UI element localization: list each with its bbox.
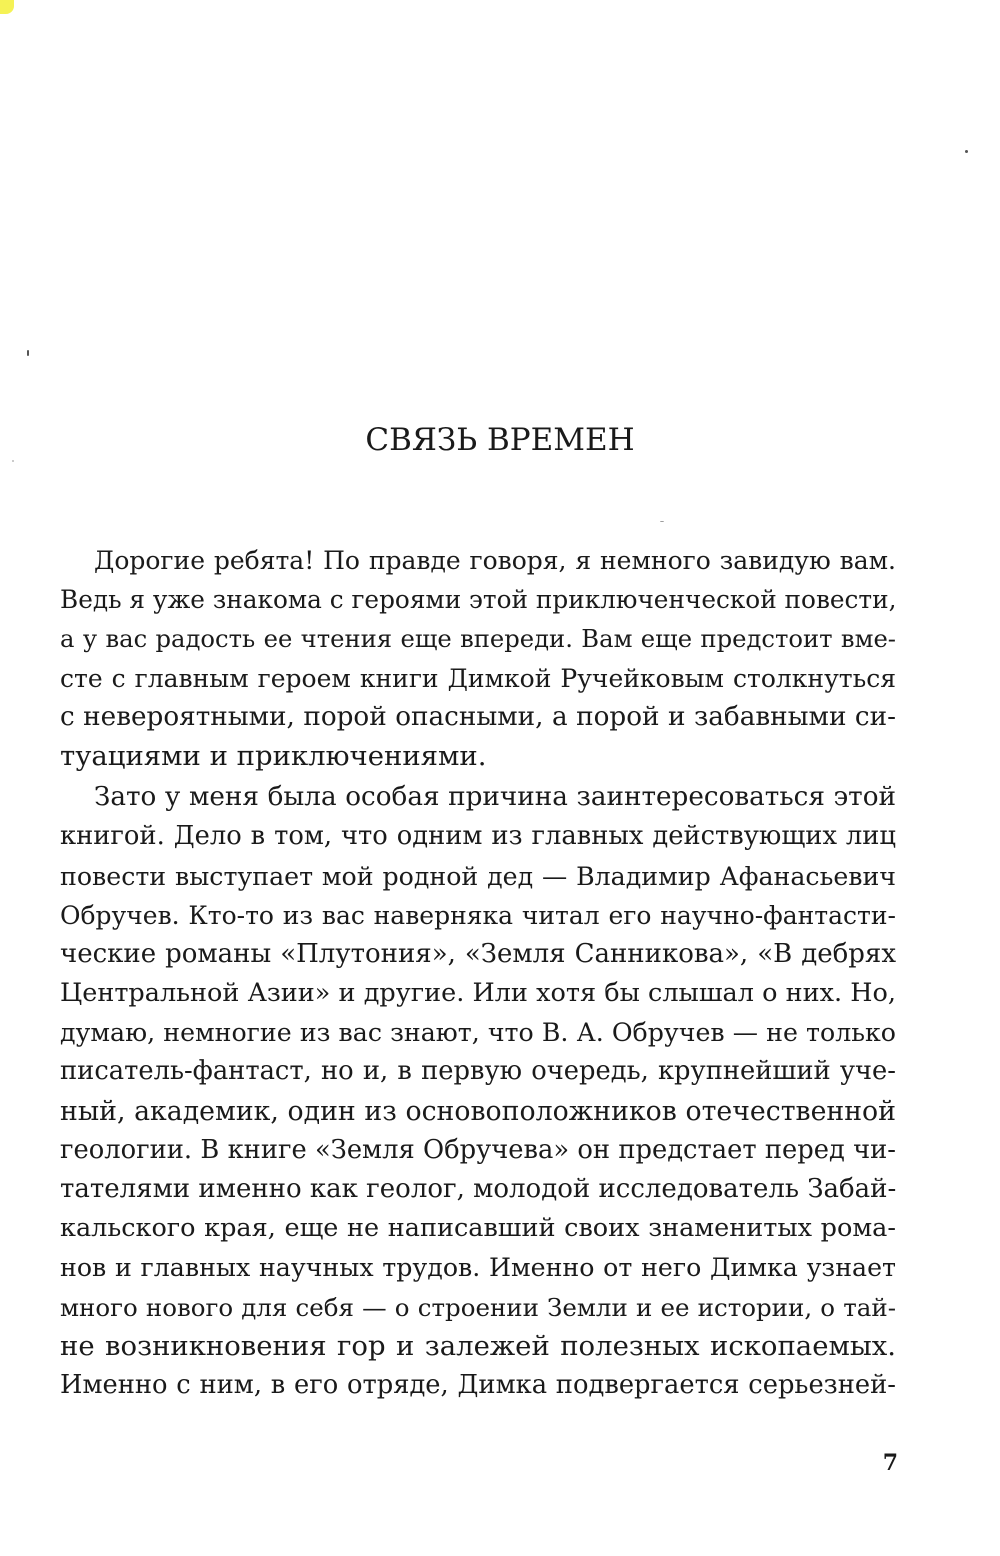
corner-mark: [0, 0, 14, 14]
chapter-title: СВЯЗЬ ВРЕМЕН: [365, 422, 635, 458]
text-line: а у вас радость ее чтения еще впереди. Вам еще предстоит вме-: [60, 624, 896, 654]
text-line: тателями именно как геолог, молодой исследователь Забай-: [60, 1174, 897, 1204]
text-line: Именно с ним, в его отряде, Димка подвергается серьезней-: [60, 1369, 896, 1400]
text-line: кальского края, еще не написавший своих знаменитых рома-: [60, 1213, 896, 1244]
text-line: писатель-фантаст, но и, в первую очередь, крупнейший уче-: [60, 1056, 896, 1087]
text-line: ный, академик, один из основоположников отечественной: [60, 1095, 896, 1127]
text-line: думаю, немногие из вас знают, что В. А. Обручев — не только: [60, 1018, 896, 1048]
scan-speck: [965, 150, 968, 153]
text-line: нов и главных научных трудов. Именно от него Димка узнает: [60, 1253, 896, 1283]
text-line: много нового для себя — о строении Земли и ее истории, о тай-: [60, 1292, 896, 1322]
body-text: [60, 541, 896, 1405]
text-line: геологии. В книге «Земля Обручева» он предстает перед чи-: [60, 1134, 896, 1165]
text-line: ческие романы «Плутония», «Земля Санникова», «В дебрях: [60, 938, 896, 969]
text-line: туациями и приключениями.: [60, 739, 487, 772]
text-line: Зато у меня была особая причина заинтересоваться этой: [94, 782, 896, 813]
scan-speck: [12, 460, 14, 462]
text-line: Центральной Азии» и другие. Или хотя бы слышал о них. Но,: [60, 978, 896, 1009]
text-line: не возникновения гор и залежей полезных ископаемых.: [60, 1329, 896, 1362]
page-number: 7: [882, 1450, 898, 1476]
text-line: повести выступает мой родной дед — Владимир Афанасьевич: [60, 861, 896, 891]
scan-speck: [27, 350, 29, 356]
text-line: сте с главным героем книги Димкой Ручейковым столкнуться: [60, 663, 896, 693]
text-line: Обручев. Кто-то из вас наверняка читал его научно-фантасти-: [60, 900, 896, 930]
text-line: Дорогие ребята! По правде говоря, я немного завидую вам.: [94, 546, 896, 575]
scan-speck: [660, 521, 664, 522]
text-line: Ведь я уже знакома с героями этой приключенческой повести,: [60, 585, 897, 615]
text-line: книгой. Дело в том, что одним из главных действующих лиц: [60, 821, 896, 852]
text-line: с невероятными, порой опасными, а порой и забавными си-: [60, 701, 896, 732]
